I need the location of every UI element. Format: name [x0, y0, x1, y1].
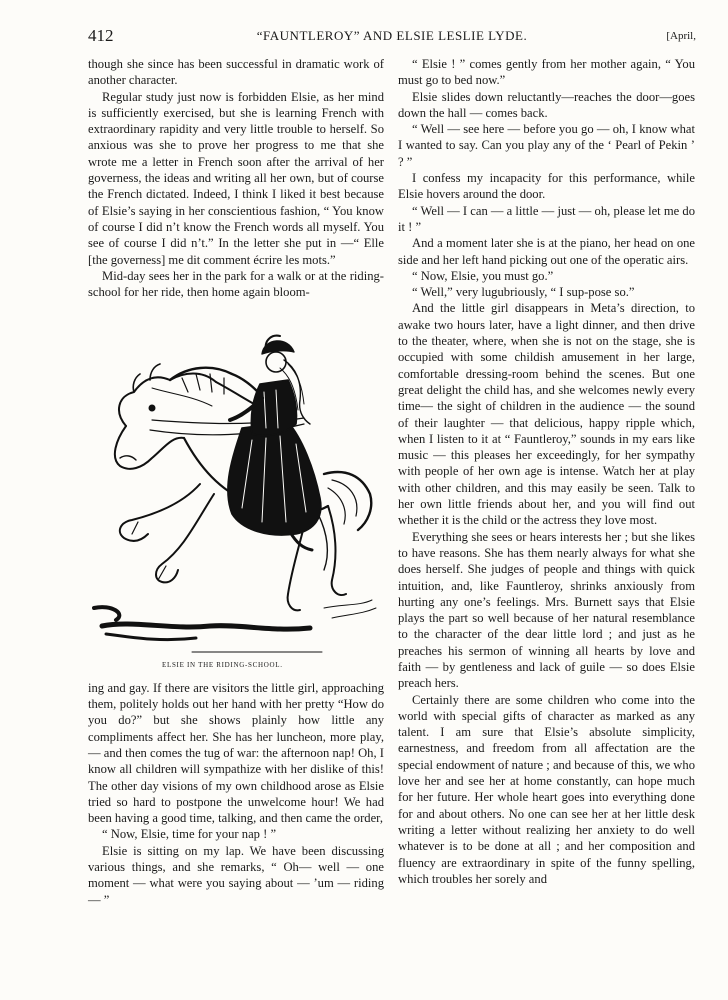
right-column	[398, 56, 695, 887]
paragraph: “ Well,” very lugubriously, “ I sup-pose so.”	[412, 285, 635, 300]
left-column	[88, 56, 384, 908]
page-number: 412	[88, 26, 114, 45]
running-title: “FAUNTLEROY” AND ELSIE LESLIE LYDE.	[256, 28, 528, 43]
paragraph: Certainly there are some children who come into the world with special gifts of character as marked as any talent. I am sure that Elsie’s absolute simplicity, earnestness, and freedom from all affectation are the special endowment of nature ; and because of this, we who love her and see her at home constantly, can hope much for her future. Her whole heart goes into everything done for and about others. No one can see her at her little desk writing a letter without realizing her anxiety to do well whatever is to be done at all ; and her composition and fluency are extraordinary in spite of the funny spelling, which troubles her sorely and	[398, 692, 695, 886]
paragraph: “ Now, Elsie, time for your nap ! ”	[102, 827, 277, 842]
paragraph: “ Well — see here — before you go — oh, I know what I wanted to say. Can you play any of the ‘ Pearl of Pekin ’ ? ”	[398, 122, 695, 169]
paragraph: though she since has been successful in dramatic work of another character.	[88, 57, 384, 88]
paragraph: ing and gay. If there are visitors the little girl, approaching them, politely holds out her hand with her pretty “How do you do?” but she shows plainly how little any compliments affect her. She has her luncheon, more play,— and then comes the tug of war: the afternoon nap! Oh, I know all children will sympathize with her dislike of this! The other day visions of my own childhood arose as Elsie tried so hard to postpone the unwelcome hour! We had been having a good time, talking, and then came the order,	[88, 680, 384, 826]
paragraph: “ Now, Elsie, you must go.”	[412, 268, 554, 283]
paragraph: Mid-day sees her in the park for a walk or at the riding-school for her ride, then home again bloom-	[88, 268, 384, 300]
paragraph: “ Elsie ! ” comes gently from her mother again, “ You must go to bed now.”	[398, 57, 695, 88]
paragraph: Elsie slides down reluctantly—reaches the door—goes down the hall — comes back.	[398, 89, 695, 120]
figure	[88, 308, 384, 673]
paragraph: And a moment later she is at the piano, her head on one side and her left hand picking out one of the operatic airs.	[398, 236, 695, 267]
horse-rider-illustration	[92, 308, 378, 654]
figure-caption: ELSIE IN THE RIDING-SCHOOL.	[162, 661, 283, 670]
paragraph: Everything she sees or hears interests her ; but she likes to have reasons. She has them nearly always for what she does herself. She judges of people and things with quick intuition, and, like Fauntleroy, shrinks anxiously from hurting any one’s feelings. Mrs. Burnett says that Elsie plays the part so well because of her natural resemblance to the character of the dear little lord ; and just as he preaches his sermon of winning all hearts by love and faith — by gentleness and lack of guile — so does Elsie preach hers.	[398, 529, 695, 691]
paragraph: I confess my incapacity for this performance, while Elsie hovers around the door.	[398, 171, 695, 202]
paragraph: Elsie is sitting on my lap. We have been discussing various things, and she remarks, “ Oh— well — one moment — what were you saying about — ’um — riding — ”	[88, 843, 384, 907]
paragraph: “ Well — I can — a little — just — oh, please let me do it ! ”	[398, 203, 695, 234]
paragraph: And the little girl disappears in Meta’s direction, to awake two hours later, have a light dinner, and then drive to the theater, where, when she is not on the stage, she is occupied with some childish amusement in her large, comfortable dressing-room behind the scenes. But one great delight the child has, and she welcomes newly every time— the sight of children in the audience — the sound of their laughter — that delicious, happy ripple which, when I listen to it at “ Fauntleroy,” sounds in my ears like music — this pleases her exceedingly, for her sympathy with people of her own age is intense. Watch her at play with other children, and this may easily be seen. Talk to her own little friends about her, and you will find out whether it is the child or the actress they love most.	[398, 301, 695, 528]
issue-month: [April,	[666, 30, 696, 42]
paragraph: Regular study just now is forbidden Elsie, as her mind is sufficiently exercised, but she is learning French with extraordinary rapidity and very little trouble to herself. So anxious was she to prove her progress to me that she wrote me a letter in French soon after the arrival of her governess, the ideas and writing all her own, but of course the French dictated. Indeed, I think I liked it best because of Elsie’s saying in her conscientious fashion, “ You know of course I did n’t know the French words all myself. You see of course I did n’t.” In the letter she put in —“ Elle [the governess] me dit comment écrire les mots.”	[88, 89, 384, 267]
page-header	[88, 26, 696, 46]
